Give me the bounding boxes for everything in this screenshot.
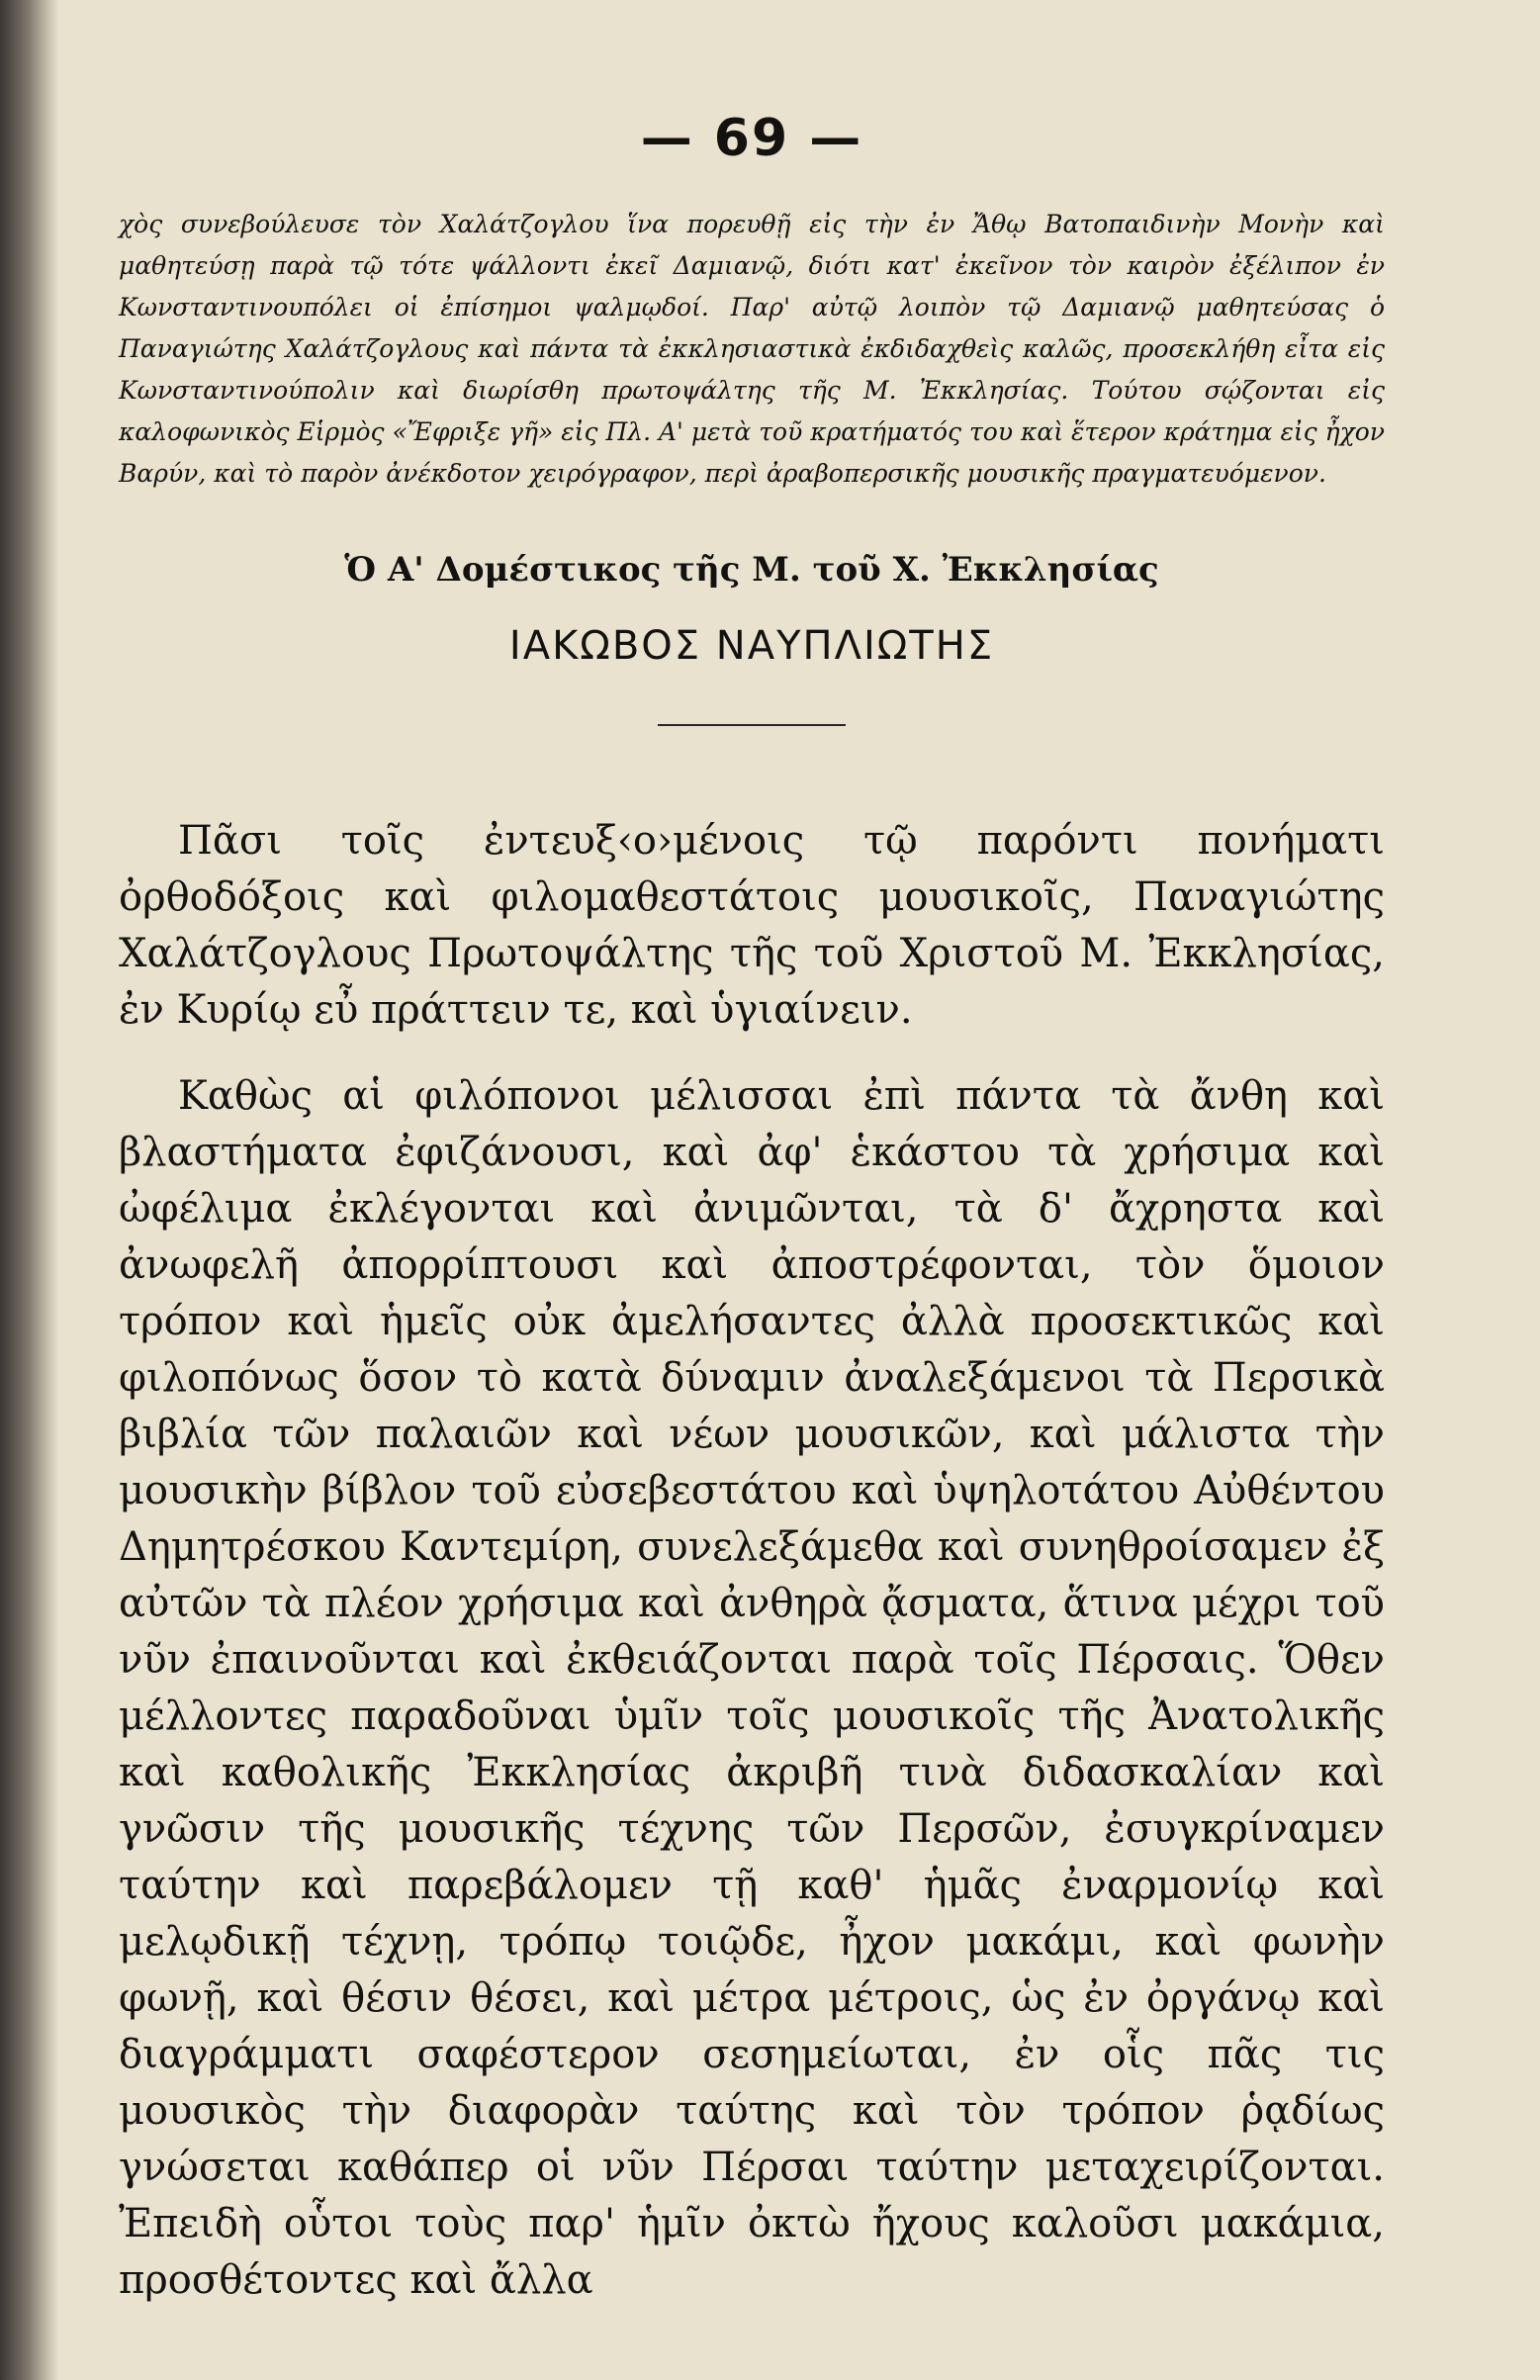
body-paragraph-2: Καθὼς αἱ φιλόπονοι μέλισσαι ἐπὶ πάντα τὰ ἄνθη καὶ βλαστήματα ἐφιζάνουσι, καὶ ἀφ' ἑκάστου τὰ χρήσιμα καὶ ὠφέλιμα ἐκλέγονται καὶ ἀνιμῶνται, τὰ δ' ἄχρηστα καὶ ἀνωφελῆ ἀπορρίπτουσι καὶ ἀποστρέφονται, τὸν ὅμοιον τρόπον καὶ ἡμεῖς οὐκ ἀμελήσαντες ἀλλὰ προσεκτικῶς καὶ φιλοπόνως ὅσον τὸ κατὰ δύναμιν ἀναλεξάμενοι τὰ Περσικὰ βιβλία τῶν παλαιῶν καὶ νέων μουσικῶν, καὶ μάλιστα τὴν μουσικὴν βίβλον τοῦ εὐσεβεστάτου καὶ ὑψηλοτάτου Αὐθέντου Δημητρέσκου Καντεμίρη, συνελεξάμεθα καὶ συνηθροίσαμεν ἐξ αὐτῶν τὰ πλέον χρήσιμα καὶ ἀνθηρὰ ᾄσματα, ἅτινα μέχρι τοῦ νῦν ἐπαινοῦνται καὶ ἐκθειάζονται παρὰ τοῖς Πέρσαις. Ὅθεν μέλλοντες παραδοῦναι ὑμῖν τοῖς μουσικοῖς τῆς Ἀνατολικῆς καὶ καθολικῆς Ἐκκλησίας ἀκριβῆ τινὰ διδασκαλίαν καὶ γνῶσιν τῆς μουσικῆς τέχνης τῶν Περσῶν, ἐσυγκρίναμεν ταύτην καὶ παρεβάλομεν τῇ καθ' ἡμᾶς ἐναρμονίῳ καὶ μελῳδικῇ τέχνῃ, τρόπῳ τοιῷδε, ἦχον μακάμι, καὶ φωνὴν φωνῇ, καὶ θέσιν θέσει, καὶ μέτρα μέτροις, ὡς ἐν ὀργάνῳ καὶ διαγράμματι σαφέστερον σεσημείωται, ἐν οἷς πᾶς τις μουσικὸς τὴν διαφορὰν ταύτης καὶ τὸν τρόπον ῥᾳδίως γνώσεται καθάπερ οἱ νῦν Πέρσαι ταύτην μεταχειρίζονται. Ἐπειδὴ οὗτοι τοὺς παρ' ἡμῖν ὀκτὼ ἤχους καλοῦσι μακάμια, προσθέτοντες καὶ ἄλλα [119,1073,1385,2303]
divider-rule [658,724,846,726]
intro-paragraph: χὸς συνεβούλευσε τὸν Χαλάτζογλου ἵνα πορευθῇ εἰς τὴν ἐν Ἄθῳ Βατοπαιδινὴν Μονὴν καὶ μαθητεύσῃ παρὰ τῷ τότε ψάλλοντι ἐκεῖ Δαμιανῷ, διότι κατ' ἐκεῖνον τὸν καιρὸν ἐξέλιπον ἐν Κωνσταντινουπόλει οἱ ἐπίσημοι ψαλμῳδοί. Παρ' αὐτῷ λοιπὸν τῷ Δαμιανῷ μαθητεύσας ὁ Παναγιώτης Χαλάτζογλους καὶ πάντα τὰ ἐκκλησιαστικὰ ἐκδιδαχθεὶς καλῶς, προσεκλήθη εἶτα εἰς Κωνσταντινούπολιν καὶ διωρίσθη πρωτοψάλτης τῆς Μ. Ἐκκλησίας. Τούτου σῴζονται εἰς καλοφωνικὸς Εἱρμὸς «Ἔφριξε γῆ» εἰς Πλ. Α' μετὰ τοῦ κρατήματός του καὶ ἕτερον κράτημα εἰς ἦχον Βαρύν, καὶ τὸ παρὸν ἀνέκδοτον χειρόγραφον, περὶ ἀραβοπερσικῆς μουσικῆς πραγματευόμενον. [119,210,1385,488]
author-name: ΙΑΚΩΒΟΣ ΝΑΥΠΛΙΩΤΗΣ [508,623,995,669]
page-number: — 69 — [640,109,863,168]
author-title: Ὁ Α' Δομέστικος τῆς Μ. τοῦ Χ. Ἐκκλησίας [344,550,1159,590]
book-gutter-shadow [0,0,59,2380]
book-page [119,109,1385,2309]
body-paragraph-1: Πᾶσι τοῖς ἐντευξ‹ο›μένοις τῷ παρόντι πονήματι ὀρθοδόξοις καὶ φιλομαθεστάτοις μουσικοῖς, Παναγιώτης Χαλάτζογλους Πρωτοψάλτης τῆς τοῦ Χριστοῦ Μ. Ἐκκλησίας, ἐν Κυρίῳ εὖ πράττειν τε, καὶ ὑγιαίνειν. [119,818,1385,1033]
intro-section [119,204,1385,495]
main-text [119,813,1385,2309]
